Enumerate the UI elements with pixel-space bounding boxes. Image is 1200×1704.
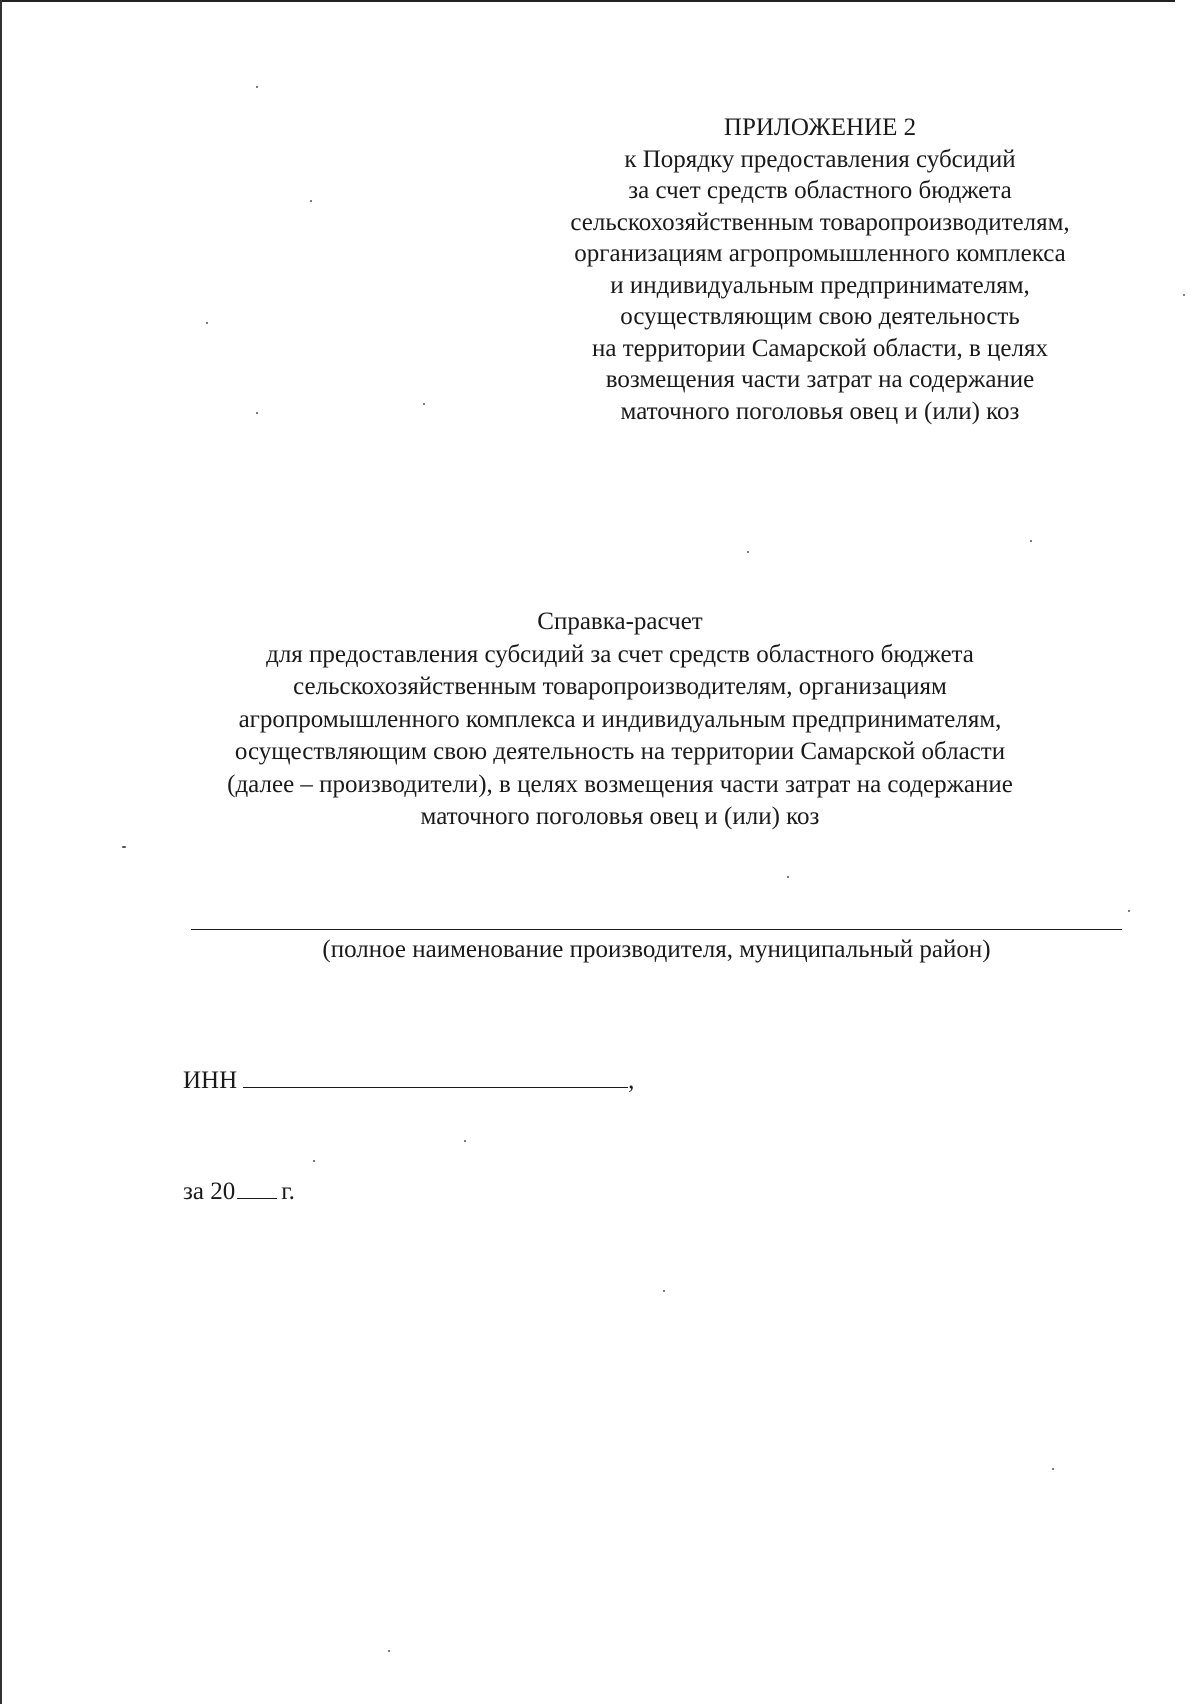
scan-speck [206, 322, 208, 324]
year-suffix: г. [281, 1178, 295, 1205]
scan-speck [1030, 540, 1032, 542]
scan-speck [1183, 294, 1185, 296]
scan-speck [1128, 910, 1130, 912]
scan-speck [423, 403, 425, 405]
appendix-line: к Порядку предоставления субсидий [624, 145, 1016, 173]
inn-label: ИНН [183, 1067, 238, 1094]
appendix-heading: ПРИЛОЖЕНИЕ 2 [723, 114, 917, 141]
inn-blank-line [243, 1063, 628, 1088]
inn-suffix: , [628, 1067, 635, 1094]
document-subtitle-line: для предоставления субсидий за счет средств областного бюджета [266, 640, 974, 668]
scan-speck [787, 876, 789, 878]
appendix-line: осуществляющим свою деятельность [620, 303, 1020, 330]
scan-top-border [0, 0, 1175, 2]
appendix-header [520, 112, 1120, 427]
document-subtitle-line: (далее – производители), в целях возмещения части затрат на содержание [227, 770, 1013, 798]
scan-speck [313, 1160, 315, 1162]
appendix-line: сельскохозяйственным товаропроизводителям, [570, 208, 1070, 236]
document-subtitle-line: сельскохозяйственным товаропроизводителям, организациям [293, 673, 947, 700]
producer-name-blank-line [191, 929, 1122, 930]
producer-name-caption: (полное наименование производителя, муниципальный район) [322, 936, 991, 963]
scan-speck [310, 200, 312, 202]
year-row [183, 1176, 295, 1208]
appendix-line: возмещения части затрат на содержание [605, 366, 1035, 393]
document-subtitle-line: маточного поголовья овец и (или) коз [420, 803, 820, 830]
scan-speck [388, 1650, 390, 1652]
document-title: Справка-расчет [537, 608, 703, 635]
appendix-line: маточного поголовья овец и (или) коз [620, 397, 1020, 425]
appendix-line: за счет средств областного бюджета [628, 177, 1012, 204]
scan-speck [663, 1290, 665, 1292]
scan-left-border [0, 0, 2, 1704]
document-title-block [170, 606, 1070, 834]
appendix-line: на территории Самарской области, в целях [592, 334, 1048, 362]
document-subtitle-line: осуществляющим свою деятельность на территории Самарской области [234, 738, 1006, 765]
scan-speck [747, 551, 749, 553]
scan-speck [464, 1140, 466, 1142]
scan-speck [1052, 1468, 1054, 1470]
inn-row [183, 1063, 634, 1097]
appendix-line: и индивидуальным предпринимателям, [610, 271, 1030, 299]
appendix-line: организациям агропромышленного комплекса [574, 240, 1066, 267]
scan-speck [256, 86, 258, 88]
scan-speck [122, 846, 126, 848]
year-blank-line [237, 1176, 277, 1199]
year-prefix: за 20 [183, 1178, 236, 1205]
scan-speck [256, 412, 258, 414]
document-subtitle-line: агропромышленного комплекса и индивидуальным предпринимателям, [238, 705, 1002, 733]
